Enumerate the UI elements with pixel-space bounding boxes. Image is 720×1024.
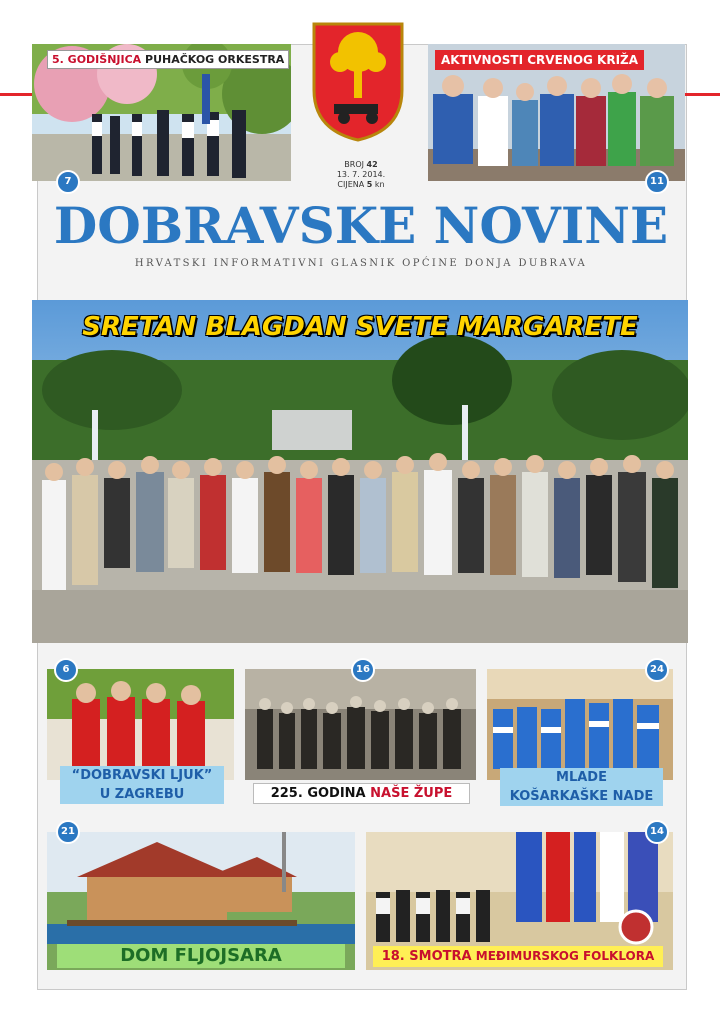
issue-number-label: BROJ <box>344 160 364 169</box>
red-cross-label[interactable] <box>435 50 644 70</box>
ljuk-caption-line2: U ZAGREBU <box>99 787 185 802</box>
masthead-subtitle: HRVATSKI INFORMATIVNI GLASNIK OPĆINE DONJA DUBRAVA <box>134 258 588 269</box>
issue-price <box>318 180 404 190</box>
page-number-badge[interactable]: 6 <box>54 658 78 682</box>
page-number-badge[interactable]: 16 <box>351 658 375 682</box>
orchestra-label-rest: PUHAČKOG ORKESTRA <box>145 53 285 66</box>
red-cross-label-b: CRVENOG KRIŽA <box>527 53 639 67</box>
ljuk-caption-line1: “DOBRAVSKI LJUK” <box>71 768 213 783</box>
cover-headline: SRETAN BLAGDAN SVETE MARGARETE <box>82 312 638 342</box>
issue-number-value: 42 <box>366 160 378 169</box>
issue-date: 13. 7. 2014. <box>336 170 386 179</box>
cover-photo[interactable] <box>32 300 688 643</box>
issue-info <box>318 160 404 190</box>
ljuk-photo[interactable] <box>47 669 234 780</box>
basketball-caption-line2: KOŠARKAŠKE NADE <box>509 789 654 804</box>
fljojsara-caption[interactable]: DOM FLJOJSARA <box>57 944 345 968</box>
orchestra-label[interactable] <box>47 50 289 69</box>
issue-price-currency: kn <box>374 180 385 189</box>
ljuk-caption[interactable] <box>60 766 224 804</box>
parish-caption-bold: 225. GODINA <box>270 786 366 801</box>
parish-caption-rest: NAŠE ŽUPE <box>370 786 453 801</box>
page-number-badge[interactable]: 21 <box>56 820 80 844</box>
basketball-caption[interactable] <box>500 768 663 806</box>
folklore-caption-bold: 18. SMOTRA <box>381 949 472 964</box>
red-rule-right <box>684 93 720 96</box>
issue-price-value: 5 <box>366 180 373 189</box>
page-number-badge[interactable]: 11 <box>645 170 669 194</box>
folklore-caption[interactable] <box>373 946 663 967</box>
parish-caption[interactable] <box>253 783 470 804</box>
parish-photo[interactable] <box>245 669 476 780</box>
page-number-badge[interactable]: 14 <box>645 820 669 844</box>
orchestra-label-bold: 5. GODIŠNJICA <box>52 53 142 66</box>
page-number-badge[interactable]: 24 <box>645 658 669 682</box>
basketball-photo[interactable] <box>487 669 673 780</box>
folklore-caption-rest: MEĐIMURSKOG FOLKLORA <box>475 949 655 963</box>
issue-price-label: CIJENA <box>337 180 365 189</box>
basketball-caption-line1: MLADE <box>556 770 607 785</box>
coat-of-arms-emblem <box>310 20 406 142</box>
masthead-title: DOBRAVSKE NOVINE <box>53 196 669 255</box>
page-number-badge[interactable]: 7 <box>56 170 80 194</box>
issue-number <box>318 160 404 170</box>
red-cross-label-a: AKTIVNOSTI <box>441 53 524 67</box>
